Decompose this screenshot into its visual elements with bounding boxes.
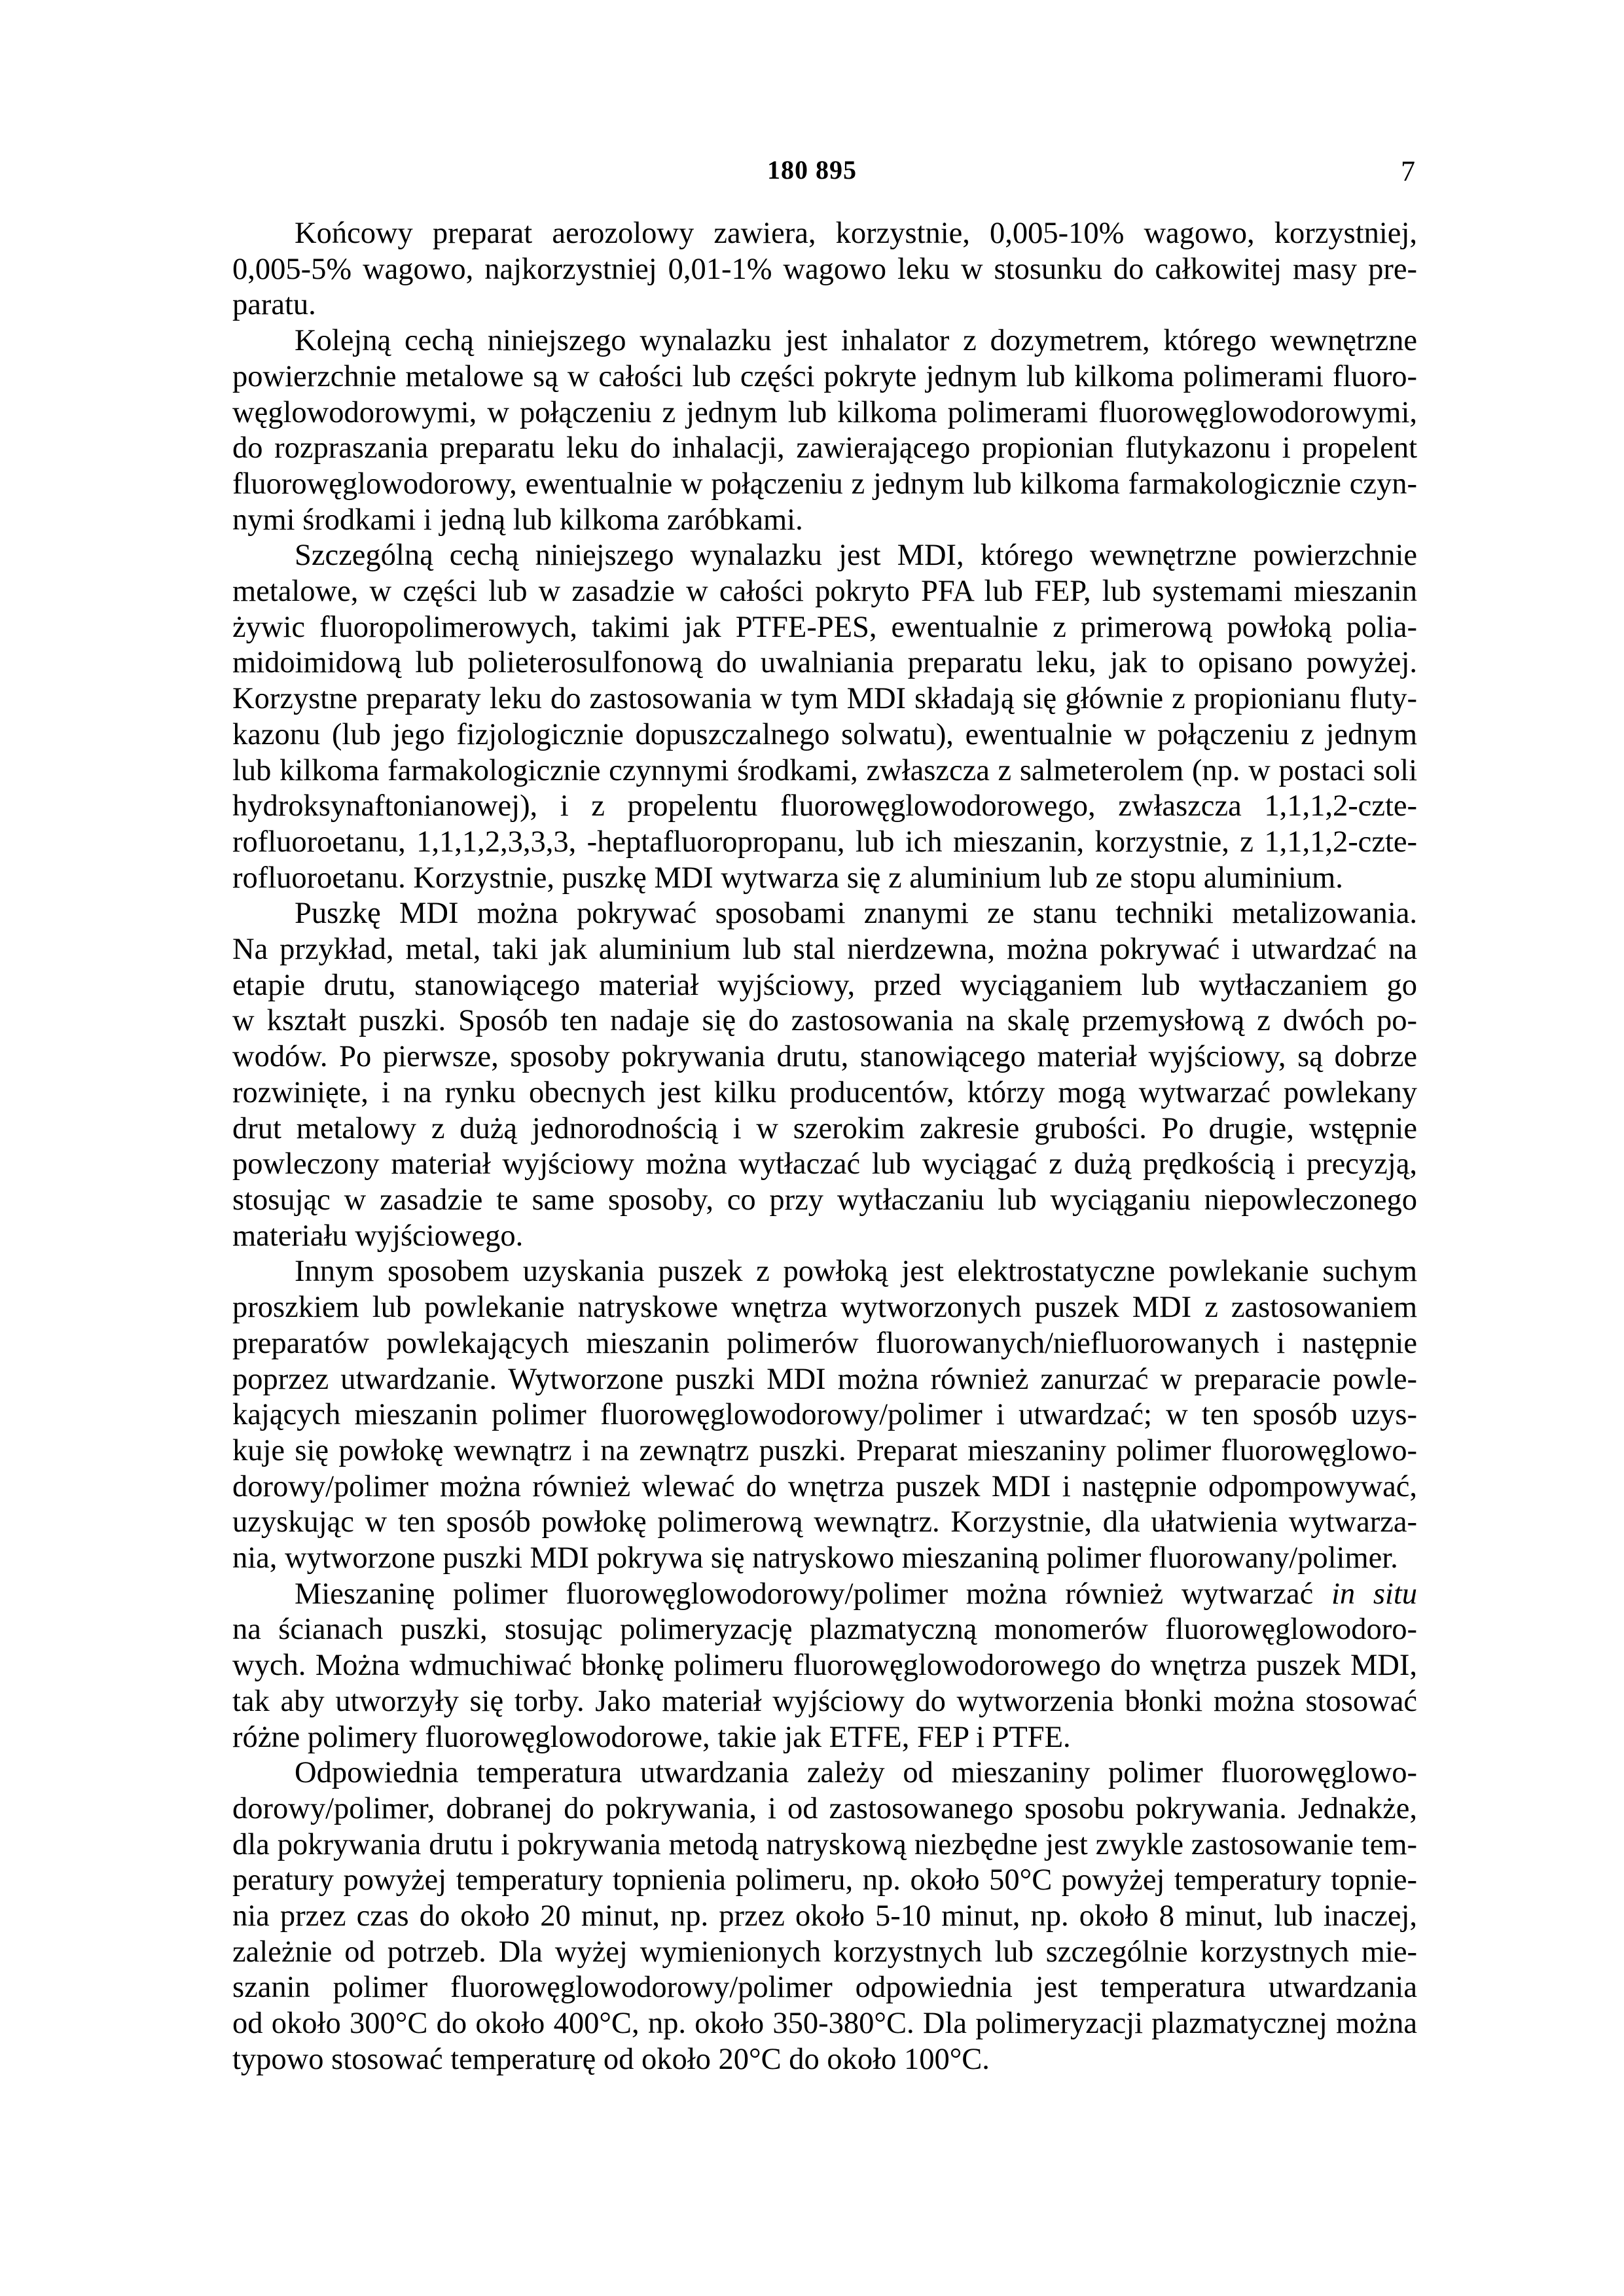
text-line: nia przez czas do około 20 minut, np. przez około 5-10 minut, np. około 8 minut, lub inaczej, — [232, 1899, 1417, 1933]
text-line: Kolejną cechą niniejszego wynalazku jest inhalator z dozymetrem, którego wewnętrzne — [295, 324, 1417, 358]
text-line: typowo stosować temperaturę od około 20°C do około 100°C. — [232, 2042, 990, 2076]
text-line: midoimidową lub polieterosulfonową do uwalniania preparatu leku, jak to opisano powyżej. — [232, 646, 1417, 680]
text-line: uzyskując w ten sposób powłokę polimerową wewnątrz. Korzystnie, dla ułatwienia wytwarza- — [232, 1505, 1417, 1539]
text-line: preparatów powlekających mieszanin polimerów fluorowanych/niefluorowanych i następnie — [232, 1326, 1417, 1360]
text-line: żywic fluoropolimerowych, takimi jak PTFE-PES, ewentualnie z primerową powłoką polia- — [232, 610, 1417, 644]
text-run: Mieszaninę polimer fluorowęglowodorowy/polimer można również wytwarzać — [295, 1577, 1331, 1611]
text-line: paratu. — [232, 288, 316, 322]
text-line: proszkiem lub powlekanie natryskowe wnętrza wytworzonych puszek MDI z zastosowaniem — [232, 1291, 1417, 1325]
paragraph-2 — [232, 323, 1417, 538]
text-line: Korzystne preparaty leku do zastosowania w tym MDI składają się głównie z propionianu fluty- — [232, 682, 1417, 716]
paragraph-6 — [232, 1577, 1417, 1756]
text-line: hydroksynaftonianowej), i z propelentu fluorowęglowodorowego, zwłaszcza 1,1,1,2-czte- — [232, 789, 1417, 823]
text-line: rozwinięte, i na rynku obecnych jest kilku producentów, którzy mogą wytwarzać powlekany — [232, 1075, 1417, 1109]
text-line: na ścianach puszki, stosując polimeryzację plazmatyczną monomerów fluorowęglowodoro- — [232, 1613, 1417, 1647]
text-line: nia, wytworzone puszki MDI pokrywa się natryskowo mieszaniną polimer fluorowany/polimer. — [232, 1541, 1398, 1575]
text-line: wych. Można wdmuchiwać błonkę polimeru fluorowęglowodorowego do wnętrza puszek MDI, — [232, 1649, 1417, 1683]
page-number: 7 — [1401, 155, 1415, 187]
text-line: rofluoroetanu. Korzystnie, puszkę MDI wytwarza się z aluminium lub ze stopu aluminium. — [232, 861, 1343, 895]
text-line: 0,005-5% wagowo, najkorzystniej 0,01-1% wagowo leku w stosunku do całkowitej masy pre- — [232, 252, 1417, 286]
paragraph-5 — [232, 1254, 1417, 1576]
text-line: metalowe, w części lub w zasadzie w całości pokryto PFA lub FEP, lub systemami mieszanin — [232, 575, 1417, 609]
text-line: etapie drutu, stanowiącego materiał wyjściowy, przed wyciąganiem lub wytłaczaniem go — [232, 968, 1417, 1002]
text-line: w kształt puszki. Sposób ten nadaje się do zastosowania na skalę przemysłową z dwóch po- — [232, 1004, 1417, 1038]
text-line: do rozpraszania preparatu leku do inhalacji, zawierającego propionian flutykazonu i propelent — [232, 431, 1417, 465]
text-line: peratury powyżej temperatury topnienia polimeru, np. około 50°C powyżej temperatury topnie- — [232, 1863, 1417, 1897]
text-line: od około 300°C do około 400°C, np. około 350-380°C. Dla polimeryzacji plazmatycznej można — [232, 2007, 1417, 2041]
text-line: Końcowy preparat aerozolowy zawiera, korzystnie, 0,005-10% wagowo, korzystniej, — [295, 217, 1417, 250]
text-line: powleczony materiał wyjściowy można wytłaczać lub wyciągać z dużą prędkością i precyzją, — [232, 1147, 1417, 1181]
text-line: nymi środkami i jedną lub kilkoma zaróbkami. — [232, 503, 803, 537]
text-line: kuje się powłokę wewnątrz i na zewnątrz puszki. Preparat mieszaniny polimer fluorowęglowo- — [232, 1433, 1417, 1467]
text-line: dorowy/polimer można również wlewać do wnętrza puszek MDI i następnie odpompowywać, — [232, 1469, 1417, 1503]
text-line: szanin polimer fluorowęglowodorowy/polimer odpowiednia jest temperatura utwardzania — [232, 1971, 1417, 2005]
italic-term: in situ — [1331, 1577, 1418, 1611]
text-line: powierzchnie metalowe są w całości lub części pokryte jednym lub kilkoma polimerami fluoro- — [232, 359, 1417, 393]
text-line: Innym sposobem uzyskania puszek z powłoką jest elektrostatyczne powlekanie suchym — [295, 1255, 1417, 1289]
text-line — [232, 1577, 1417, 1613]
text-line: materiału wyjściowego. — [232, 1219, 524, 1253]
text-line: węglowodorowymi, w połączeniu z jednym lub kilkoma polimerami fluorowęglowodorowymi, — [232, 395, 1417, 429]
patent-number: 180 895 — [767, 155, 857, 185]
text-line: wodów. Po pierwsze, sposoby pokrywania drutu, stanowiącego materiał wyjściowy, są dobrze — [232, 1040, 1417, 1074]
text-line: rofluoroetanu, 1,1,1,2,3,3,3, -heptafluoropropanu, lub ich mieszanin, korzystnie, z 1,1,1,2-czte- — [232, 825, 1417, 859]
text-line: Odpowiednia temperatura utwardzania zależy od mieszaniny polimer fluorowęglowo- — [295, 1756, 1417, 1790]
text-line: tak aby utworzyły się torby. Jako materiał wyjściowy do wytworzenia błonki można stosować — [232, 1684, 1417, 1718]
text-line: poprzez utwardzanie. Wytworzone puszki MDI można również zanurzać w preparacie powle- — [232, 1362, 1417, 1396]
text-line: kających mieszanin polimer fluorowęglowodorowy/polimer i utwardzać; w ten sposób uzys- — [232, 1398, 1417, 1432]
paragraph-1 — [232, 216, 1417, 323]
text-line: różne polimery fluorowęglowodorowe, takie jak ETFE, FEP i PTFE. — [232, 1720, 1071, 1754]
paragraph-3 — [232, 538, 1417, 896]
text-line: drut metalowy z dużą jednorodnością i w szerokim zakresie grubości. Po drugie, wstępnie — [232, 1111, 1417, 1145]
body-text — [232, 216, 1417, 2078]
text-line: stosując w zasadzie te same sposoby, co przy wytłaczaniu lub wyciąganiu niepowleczonego — [232, 1183, 1417, 1217]
text-line: zależnie od potrzeb. Dla wyżej wymienionych korzystnych lub szczególnie korzystnych mie- — [232, 1935, 1417, 1969]
text-line: Puszkę MDI można pokrywać sposobami znanymi ze stanu techniki metalizowania. — [295, 897, 1417, 931]
paragraph-7 — [232, 1755, 1417, 2077]
text-line: kazonu (lub jego fizjologicznie dopuszczalnego solwatu), ewentualnie w połączeniu z jednym — [232, 717, 1417, 751]
text-line: fluorowęglowodorowy, ewentualnie w połączeniu z jednym lub kilkoma farmakologicznie czyn- — [232, 467, 1417, 501]
text-line: Szczególną cechą niniejszego wynalazku jest MDI, którego wewnętrzne powierzchnie — [295, 539, 1417, 573]
text-line: lub kilkoma farmakologicznie czynnymi środkami, zwłaszcza z salmeterolem (np. w postaci soli — [232, 753, 1417, 787]
text-line: dorowy/polimer, dobranej do pokrywania, i od zastosowanego sposobu pokrywania. Jednakże, — [232, 1791, 1417, 1825]
paragraph-4 — [232, 896, 1417, 1254]
text-line: dla pokrywania drutu i pokrywania metodą natryskową niezbędne jest zwykle zastosowanie tem- — [232, 1827, 1417, 1861]
text-line: Na przykład, metal, taki jak aluminium lub stal nierdzewna, można pokrywać i utwardzać na — [232, 933, 1417, 967]
